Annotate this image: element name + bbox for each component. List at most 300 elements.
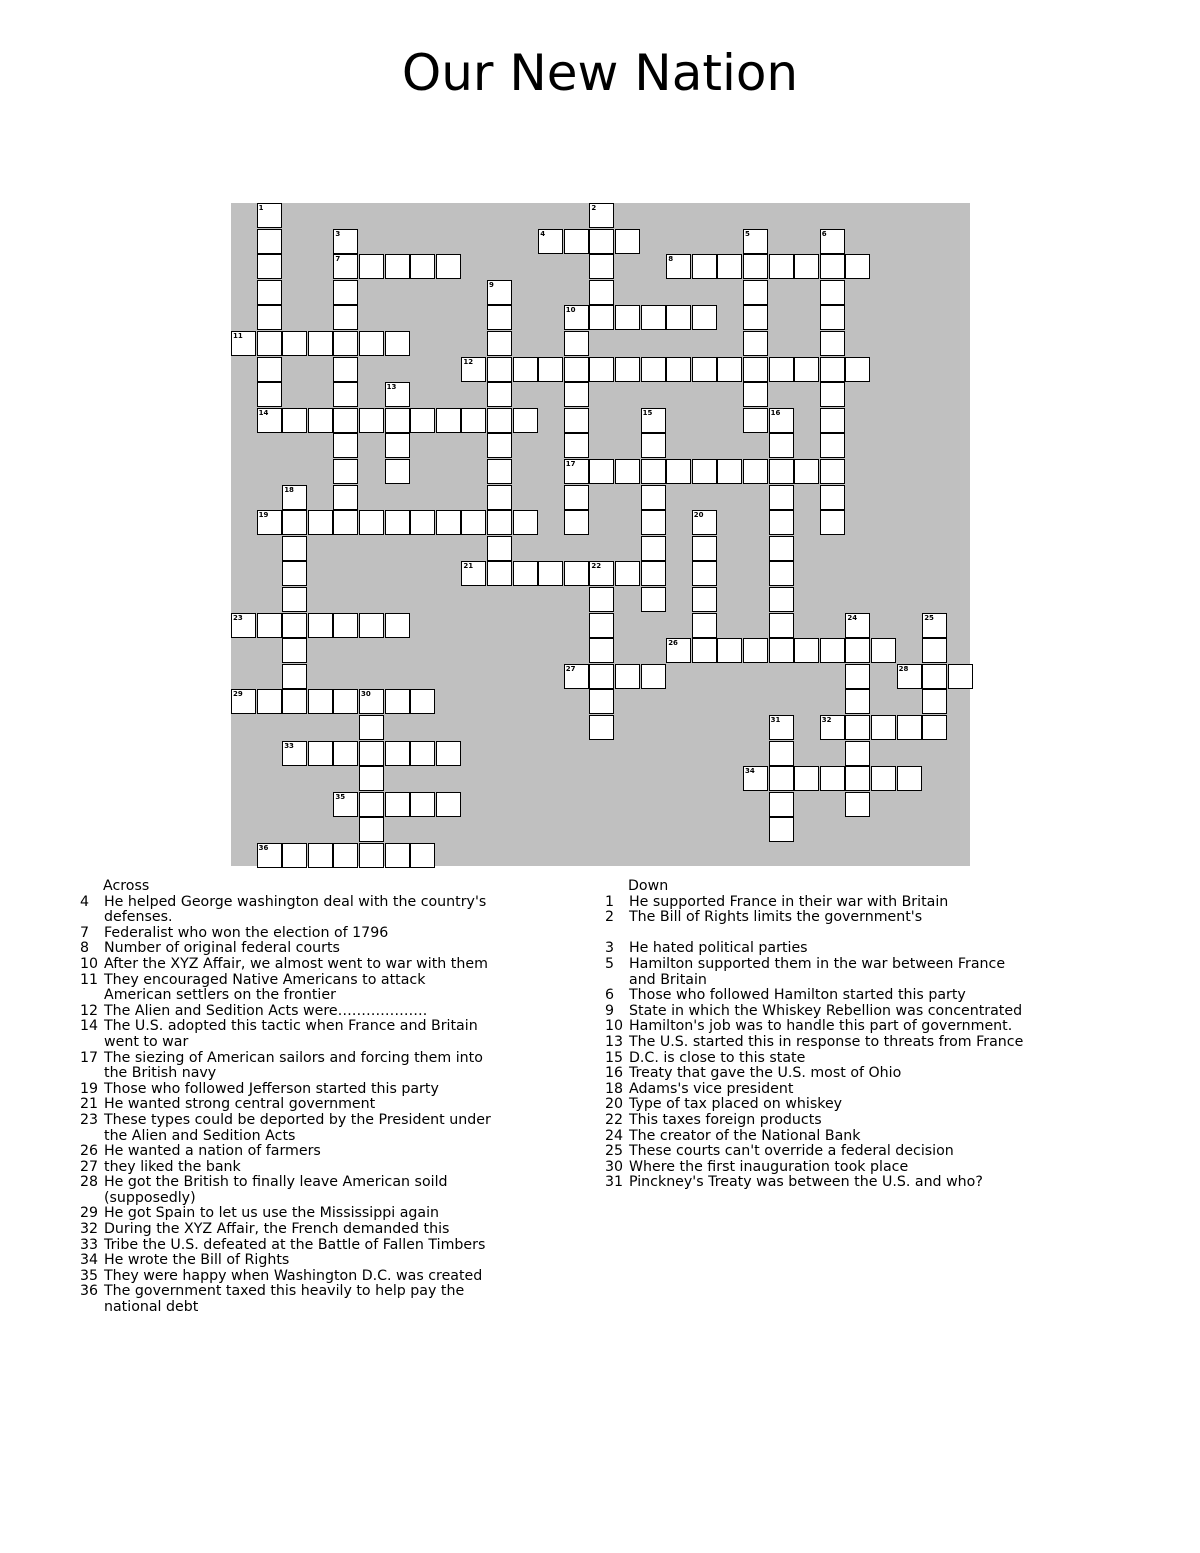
- grid-cell[interactable]: [589, 613, 614, 638]
- clue-number: 2: [605, 909, 615, 926]
- grid-cell[interactable]: [743, 229, 768, 254]
- down-clue-9: [598, 1004, 1038, 1020]
- grid-cell[interactable]: [538, 229, 563, 254]
- grid-cell[interactable]: [820, 229, 845, 254]
- grid-cell[interactable]: [385, 741, 410, 766]
- grid-cell[interactable]: [589, 459, 614, 484]
- down-clue-13: [598, 1035, 1038, 1051]
- grid-cell[interactable]: [487, 357, 512, 382]
- grid-cell[interactable]: [769, 561, 794, 586]
- down-clues: [598, 879, 1038, 1191]
- grid-cell[interactable]: [692, 254, 717, 279]
- grid-cell[interactable]: [282, 689, 307, 714]
- grid-cell[interactable]: [641, 510, 666, 535]
- grid-cell[interactable]: [641, 305, 666, 330]
- cell-number: 14: [258, 408, 269, 417]
- grid-cell[interactable]: [564, 408, 589, 433]
- clue-text: Hamilton supported them in the war between France and Britain: [629, 955, 1006, 988]
- grid-cell[interactable]: [385, 510, 410, 535]
- clue-number: 13: [605, 1033, 624, 1050]
- grid-cell[interactable]: [333, 792, 358, 817]
- grid-cell[interactable]: [589, 280, 614, 305]
- clue-number: 8: [80, 940, 90, 957]
- grid-cell[interactable]: [717, 638, 742, 663]
- grid-cell[interactable]: [641, 561, 666, 586]
- grid-cell[interactable]: [231, 331, 256, 356]
- grid-cell[interactable]: [769, 254, 794, 279]
- grid-cell[interactable]: [359, 689, 384, 714]
- grid-cell[interactable]: [410, 741, 435, 766]
- grid-cell[interactable]: [641, 459, 666, 484]
- down-heading: Down: [628, 878, 669, 894]
- across-clue-26: [73, 1144, 513, 1160]
- cell-number: 19: [258, 511, 269, 520]
- grid-cell[interactable]: [487, 408, 512, 433]
- cell-number: 1: [258, 204, 264, 212]
- grid-cell[interactable]: [845, 664, 870, 689]
- grid-cell[interactable]: [333, 229, 358, 254]
- grid-cell[interactable]: [794, 459, 819, 484]
- grid-cell[interactable]: [282, 613, 307, 638]
- grid-cell[interactable]: [589, 664, 614, 689]
- grid-cell[interactable]: [589, 305, 614, 330]
- grid-cell[interactable]: [845, 254, 870, 279]
- grid-cell[interactable]: [282, 664, 307, 689]
- clue-text: These types could be deported by the President under the Alien and Sedition Acts: [104, 1111, 491, 1144]
- grid-cell[interactable]: [231, 689, 256, 714]
- grid-cell[interactable]: [922, 638, 947, 663]
- grid-cell[interactable]: [717, 254, 742, 279]
- down-clue-6: [598, 988, 1038, 1004]
- grid-cell[interactable]: [333, 433, 358, 458]
- grid-cell[interactable]: [769, 766, 794, 791]
- across-clue-12: [73, 1004, 513, 1020]
- grid-cell[interactable]: [282, 638, 307, 663]
- grid-cell[interactable]: [308, 689, 333, 714]
- down-clue-10: [598, 1019, 1038, 1035]
- grid-cell[interactable]: [257, 305, 282, 330]
- down-clue-3: [598, 941, 1038, 957]
- grid-cell[interactable]: [871, 715, 896, 740]
- grid-cell[interactable]: [743, 357, 768, 382]
- grid-cell[interactable]: [410, 843, 435, 868]
- grid-cell[interactable]: [769, 741, 794, 766]
- grid-cell[interactable]: [769, 638, 794, 663]
- grid-cell[interactable]: [589, 254, 614, 279]
- grid-cell[interactable]: [487, 459, 512, 484]
- grid-cell[interactable]: [845, 741, 870, 766]
- grid-cell[interactable]: [845, 766, 870, 791]
- down-clue-18: [598, 1082, 1038, 1098]
- grid-cell[interactable]: [589, 229, 614, 254]
- grid-cell[interactable]: [513, 510, 538, 535]
- grid-cell[interactable]: [845, 613, 870, 638]
- grid-cell[interactable]: [692, 613, 717, 638]
- grid-cell[interactable]: [282, 331, 307, 356]
- grid-cell[interactable]: [666, 357, 691, 382]
- clue-text: they liked the bank: [104, 1158, 241, 1175]
- grid-cell[interactable]: [589, 203, 614, 228]
- grid-cell[interactable]: [897, 715, 922, 740]
- across-clue-7: [73, 926, 513, 942]
- clue-text: He got the British to finally leave American soild (supposedly): [104, 1174, 448, 1206]
- grid-cell[interactable]: [589, 638, 614, 663]
- clue-number: 33: [80, 1236, 99, 1253]
- grid-cell[interactable]: [871, 766, 896, 791]
- clue-number: 35: [80, 1267, 99, 1284]
- grid-cell[interactable]: [282, 485, 307, 510]
- grid-cell[interactable]: [359, 792, 384, 817]
- grid-cell[interactable]: [487, 510, 512, 535]
- grid-cell[interactable]: [461, 357, 486, 382]
- grid-cell[interactable]: [743, 638, 768, 663]
- cell-number: 15: [642, 408, 653, 417]
- grid-cell[interactable]: [589, 689, 614, 714]
- grid-cell[interactable]: [820, 459, 845, 484]
- grid-cell[interactable]: [257, 613, 282, 638]
- grid-cell[interactable]: [359, 817, 384, 842]
- grid-cell[interactable]: [385, 459, 410, 484]
- grid-cell[interactable]: [615, 561, 640, 586]
- grid-cell[interactable]: [359, 715, 384, 740]
- grid-cell[interactable]: [589, 587, 614, 612]
- grid-cell[interactable]: [308, 510, 333, 535]
- grid-cell[interactable]: [845, 638, 870, 663]
- grid-cell[interactable]: [589, 561, 614, 586]
- clue-number: 28: [80, 1174, 99, 1191]
- grid-cell[interactable]: [641, 536, 666, 561]
- grid-cell[interactable]: [487, 305, 512, 330]
- grid-cell[interactable]: [564, 433, 589, 458]
- grid-cell[interactable]: [845, 792, 870, 817]
- grid-cell[interactable]: [666, 305, 691, 330]
- clue-number: 3: [605, 940, 615, 957]
- grid-cell[interactable]: [564, 331, 589, 356]
- grid-cell[interactable]: [820, 433, 845, 458]
- grid-cell[interactable]: [615, 357, 640, 382]
- grid-cell[interactable]: [564, 561, 589, 586]
- grid-cell[interactable]: [922, 715, 947, 740]
- grid-cell[interactable]: [231, 613, 256, 638]
- grid-cell[interactable]: [564, 664, 589, 689]
- grid-cell[interactable]: [692, 510, 717, 535]
- grid-cell[interactable]: [820, 254, 845, 279]
- grid-cell[interactable]: [257, 254, 282, 279]
- grid-cell[interactable]: [564, 229, 589, 254]
- grid-cell[interactable]: [794, 357, 819, 382]
- grid-cell[interactable]: [769, 817, 794, 842]
- clue-number: 36: [80, 1283, 99, 1300]
- grid-cell[interactable]: [282, 741, 307, 766]
- grid-cell[interactable]: [410, 408, 435, 433]
- grid-cell[interactable]: [513, 408, 538, 433]
- grid-cell[interactable]: [333, 408, 358, 433]
- grid-cell[interactable]: [257, 843, 282, 868]
- grid-cell[interactable]: [743, 254, 768, 279]
- across-clue-19: [73, 1082, 513, 1098]
- grid-cell[interactable]: [641, 664, 666, 689]
- grid-cell[interactable]: [820, 382, 845, 407]
- clue-number: 30: [605, 1158, 624, 1175]
- cell-number: 36: [258, 844, 269, 852]
- grid-cell[interactable]: [359, 766, 384, 791]
- clue-number: 17: [80, 1049, 99, 1066]
- grid-cell[interactable]: [820, 357, 845, 382]
- grid-cell[interactable]: [564, 357, 589, 382]
- across-clue-36: [73, 1284, 513, 1315]
- grid-cell[interactable]: [769, 613, 794, 638]
- grid-cell[interactable]: [692, 357, 717, 382]
- grid-cell[interactable]: [897, 664, 922, 689]
- grid-cell[interactable]: [333, 280, 358, 305]
- grid-cell[interactable]: [820, 638, 845, 663]
- grid-cell[interactable]: [308, 408, 333, 433]
- grid-cell[interactable]: [257, 229, 282, 254]
- grid-cell[interactable]: [257, 280, 282, 305]
- grid-cell[interactable]: [871, 638, 896, 663]
- grid-cell[interactable]: [257, 203, 282, 228]
- grid-cell[interactable]: [743, 766, 768, 791]
- grid-cell[interactable]: [282, 536, 307, 561]
- grid-cell[interactable]: [743, 408, 768, 433]
- grid-cell[interactable]: [564, 305, 589, 330]
- grid-cell[interactable]: [820, 766, 845, 791]
- grid-cell[interactable]: [564, 459, 589, 484]
- grid-cell[interactable]: [692, 638, 717, 663]
- across-heading: Across: [103, 878, 150, 894]
- down-clue-25: [598, 1144, 1038, 1160]
- grid-cell[interactable]: [359, 741, 384, 766]
- grid-cell[interactable]: [743, 331, 768, 356]
- grid-cell[interactable]: [692, 459, 717, 484]
- grid-cell[interactable]: [769, 408, 794, 433]
- grid-cell[interactable]: [308, 331, 333, 356]
- grid-cell[interactable]: [769, 485, 794, 510]
- grid-cell[interactable]: [257, 510, 282, 535]
- grid-cell[interactable]: [692, 561, 717, 586]
- grid-cell[interactable]: [794, 638, 819, 663]
- grid-cell[interactable]: [513, 561, 538, 586]
- grid-cell[interactable]: [359, 331, 384, 356]
- grid-cell[interactable]: [333, 843, 358, 868]
- grid-cell[interactable]: [385, 331, 410, 356]
- grid-cell[interactable]: [641, 408, 666, 433]
- grid-cell[interactable]: [615, 229, 640, 254]
- grid-cell[interactable]: [692, 305, 717, 330]
- grid-cell[interactable]: [333, 254, 358, 279]
- page-title: Our New Nation: [401, 44, 799, 102]
- grid-cell[interactable]: [820, 305, 845, 330]
- grid-cell[interactable]: [333, 305, 358, 330]
- grid-cell[interactable]: [845, 715, 870, 740]
- grid-cell[interactable]: [436, 408, 461, 433]
- cell-number: 27: [565, 664, 576, 673]
- grid-cell[interactable]: [564, 485, 589, 510]
- clue-number: 34: [80, 1252, 99, 1269]
- grid-cell[interactable]: [461, 510, 486, 535]
- grid-cell[interactable]: [769, 587, 794, 612]
- grid-cell[interactable]: [487, 280, 512, 305]
- grid-cell[interactable]: [769, 357, 794, 382]
- clue-number: 27: [80, 1158, 99, 1175]
- grid-cell[interactable]: [487, 536, 512, 561]
- grid-cell[interactable]: [717, 357, 742, 382]
- grid-cell[interactable]: [385, 433, 410, 458]
- grid-cell[interactable]: [794, 254, 819, 279]
- grid-cell[interactable]: [666, 638, 691, 663]
- grid-cell[interactable]: [845, 689, 870, 714]
- grid-cell[interactable]: [282, 587, 307, 612]
- grid-cell[interactable]: [922, 664, 947, 689]
- clue-text: Treaty that gave the U.S. most of Ohio: [629, 1065, 902, 1082]
- grid-cell[interactable]: [717, 459, 742, 484]
- grid-cell[interactable]: [845, 357, 870, 382]
- across-clue-8: [73, 941, 513, 957]
- grid-cell[interactable]: [436, 510, 461, 535]
- grid-cell[interactable]: [257, 689, 282, 714]
- grid-cell[interactable]: [692, 536, 717, 561]
- grid-cell[interactable]: [641, 357, 666, 382]
- grid-cell[interactable]: [769, 459, 794, 484]
- grid-cell[interactable]: [333, 613, 358, 638]
- grid-cell[interactable]: [385, 843, 410, 868]
- grid-cell[interactable]: [359, 613, 384, 638]
- clue-text: They encouraged Native Americans to attack American settlers on the frontier: [104, 971, 426, 1004]
- grid-cell[interactable]: [564, 510, 589, 535]
- grid-cell[interactable]: [487, 382, 512, 407]
- across-clue-27: [73, 1160, 513, 1176]
- grid-cell[interactable]: [308, 613, 333, 638]
- clue-number: 19: [80, 1080, 99, 1097]
- grid-cell[interactable]: [769, 792, 794, 817]
- grid-cell[interactable]: [385, 613, 410, 638]
- grid-cell[interactable]: [333, 689, 358, 714]
- grid-cell[interactable]: [436, 792, 461, 817]
- clue-number: 14: [80, 1018, 99, 1035]
- grid-cell[interactable]: [410, 254, 435, 279]
- grid-cell[interactable]: [820, 715, 845, 740]
- grid-cell[interactable]: [820, 485, 845, 510]
- grid-cell[interactable]: [282, 561, 307, 586]
- grid-cell[interactable]: [769, 433, 794, 458]
- grid-cell[interactable]: [436, 254, 461, 279]
- grid-cell[interactable]: [436, 741, 461, 766]
- clue-number: 31: [605, 1174, 624, 1191]
- grid-cell[interactable]: [385, 382, 410, 407]
- clue-text: He helped George washington deal with the country's defenses.: [104, 893, 487, 926]
- grid-cell[interactable]: [308, 741, 333, 766]
- grid-cell[interactable]: [769, 536, 794, 561]
- grid-cell[interactable]: [282, 408, 307, 433]
- grid-cell[interactable]: [487, 485, 512, 510]
- down-clue-5: [598, 957, 1038, 988]
- grid-cell[interactable]: [794, 766, 819, 791]
- grid-cell[interactable]: [538, 357, 563, 382]
- grid-cell[interactable]: [333, 485, 358, 510]
- grid-cell[interactable]: [487, 331, 512, 356]
- grid-cell[interactable]: [257, 331, 282, 356]
- grid-cell[interactable]: [743, 459, 768, 484]
- across-clue-14: [73, 1019, 513, 1050]
- clue-text: The U.S. adopted this tactic when France and Britain went to war: [104, 1018, 478, 1050]
- grid-cell[interactable]: [257, 408, 282, 433]
- grid-cell[interactable]: [385, 792, 410, 817]
- grid-cell[interactable]: [538, 561, 563, 586]
- grid-cell[interactable]: [333, 331, 358, 356]
- grid-cell[interactable]: [641, 587, 666, 612]
- grid-cell[interactable]: [359, 408, 384, 433]
- grid-cell[interactable]: [282, 843, 307, 868]
- grid-cell[interactable]: [410, 510, 435, 535]
- grid-cell[interactable]: [615, 664, 640, 689]
- grid-cell[interactable]: [513, 357, 538, 382]
- grid-cell[interactable]: [743, 382, 768, 407]
- grid-cell[interactable]: [692, 587, 717, 612]
- grid-cell[interactable]: [641, 485, 666, 510]
- grid-cell[interactable]: [769, 510, 794, 535]
- grid-cell[interactable]: [333, 459, 358, 484]
- clue-text: Number of original federal courts: [104, 940, 340, 957]
- clue-text: They were happy when Washington D.C. was created: [104, 1267, 483, 1284]
- grid-cell[interactable]: [922, 689, 947, 714]
- grid-cell[interactable]: [359, 254, 384, 279]
- grid-cell[interactable]: [922, 613, 947, 638]
- grid-cell[interactable]: [589, 357, 614, 382]
- grid-cell[interactable]: [410, 689, 435, 714]
- grid-cell[interactable]: [333, 510, 358, 535]
- grid-cell[interactable]: [948, 664, 973, 689]
- grid-cell[interactable]: [282, 510, 307, 535]
- grid-cell[interactable]: [589, 715, 614, 740]
- grid-cell[interactable]: [564, 382, 589, 407]
- grid-cell[interactable]: [897, 766, 922, 791]
- cell-number: 5: [745, 229, 750, 238]
- grid-cell[interactable]: [359, 843, 384, 868]
- grid-cell[interactable]: [820, 510, 845, 535]
- grid-cell[interactable]: [743, 305, 768, 330]
- grid-cell[interactable]: [257, 357, 282, 382]
- grid-cell[interactable]: [487, 561, 512, 586]
- grid-cell[interactable]: [666, 459, 691, 484]
- cell-number: 26: [668, 639, 678, 648]
- grid-cell[interactable]: [666, 254, 691, 279]
- grid-cell[interactable]: [359, 510, 384, 535]
- grid-cell[interactable]: [333, 357, 358, 382]
- grid-cell[interactable]: [820, 408, 845, 433]
- grid-cell[interactable]: [385, 689, 410, 714]
- down-clue-22: [598, 1113, 1038, 1129]
- grid-cell[interactable]: [820, 280, 845, 305]
- grid-cell[interactable]: [615, 305, 640, 330]
- grid-cell[interactable]: [487, 433, 512, 458]
- grid-cell[interactable]: [410, 792, 435, 817]
- grid-cell[interactable]: [820, 331, 845, 356]
- grid-cell[interactable]: [461, 408, 486, 433]
- grid-cell[interactable]: [333, 382, 358, 407]
- grid-cell[interactable]: [257, 382, 282, 407]
- clue-text: During the XYZ Affair, the French demanded this: [104, 1221, 450, 1238]
- grid-cell[interactable]: [385, 254, 410, 279]
- grid-cell[interactable]: [743, 280, 768, 305]
- grid-cell[interactable]: [615, 459, 640, 484]
- grid-cell[interactable]: [461, 561, 486, 586]
- grid-cell[interactable]: [385, 408, 410, 433]
- grid-cell[interactable]: [333, 741, 358, 766]
- crossword-grid: [231, 203, 970, 866]
- grid-cell[interactable]: [769, 715, 794, 740]
- grid-cell[interactable]: [308, 843, 333, 868]
- grid-cell[interactable]: [641, 433, 666, 458]
